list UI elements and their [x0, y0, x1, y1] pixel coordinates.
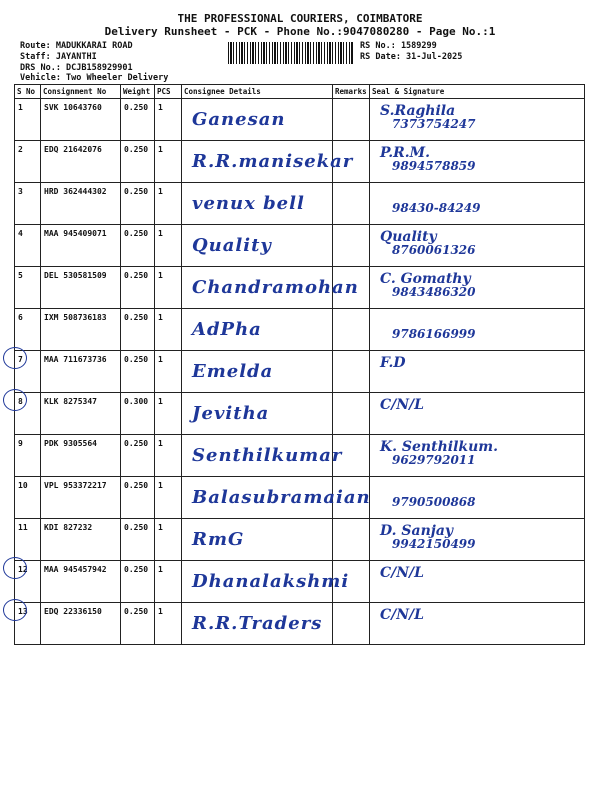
consignment-number: MAA 945457942: [41, 561, 121, 603]
weight-value: 0.250: [121, 267, 155, 309]
weight-value: 0.250: [121, 477, 155, 519]
consignment-number: MAA 945409071: [41, 225, 121, 267]
column-header: Weight: [121, 85, 155, 99]
signature-handwriting: [380, 525, 476, 551]
signature-text: P.R.M.: [380, 145, 430, 161]
signature-text: K. Senthilkum.: [380, 439, 498, 455]
signature-handwriting: [380, 441, 498, 467]
phone-handwriting: 9790500868: [392, 495, 476, 509]
column-header: Consignee Details: [182, 85, 333, 99]
barcode-image: [228, 42, 354, 64]
signature-text: C/N/L: [380, 565, 425, 581]
serial-number: 11: [18, 523, 28, 532]
serial-cell: [15, 225, 41, 267]
remarks-cell: [333, 603, 370, 645]
rs-number: RS No.: 1589299: [360, 41, 437, 51]
seal-signature-cell: [370, 183, 585, 225]
serial-cell: [15, 309, 41, 351]
signature-text: S.Raghila: [380, 103, 456, 119]
consignee-handwriting: Senthilkumar: [192, 445, 343, 466]
serial-number: 8: [18, 397, 23, 406]
circle-mark: [3, 599, 27, 621]
serial-cell: [15, 603, 41, 645]
consignee-cell: [182, 309, 333, 351]
pieces-count: 1: [155, 561, 182, 603]
serial-number: 10: [18, 481, 28, 490]
drs-label: DRS No.: DCJB158929901: [20, 63, 133, 73]
staff-label: Staff: JAYANTHI: [20, 52, 97, 62]
serial-cell: [15, 183, 41, 225]
serial-number: 2: [18, 145, 23, 154]
serial-number: 9: [18, 439, 23, 448]
phone-handwriting: 9786166999: [392, 327, 476, 341]
consignment-number: SVK 10643760: [41, 99, 121, 141]
vehicle-label: Vehicle: Two Wheeler Delivery: [20, 73, 169, 83]
route-label: Route: MADUKKARAI ROAD: [20, 41, 133, 51]
serial-number: 6: [18, 313, 23, 322]
weight-value: 0.250: [121, 183, 155, 225]
remarks-cell: [333, 225, 370, 267]
serial-cell: [15, 141, 41, 183]
phone-handwriting: 8760061326: [392, 243, 476, 257]
runsheet-subtitle: Delivery Runsheet - PCK - Phone No.:9047080280 - Page No.:1: [104, 25, 496, 38]
pieces-count: 1: [155, 141, 182, 183]
consignee-handwriting: Jevitha: [192, 403, 270, 424]
seal-signature-cell: [370, 435, 585, 477]
signature-handwriting: [380, 357, 406, 383]
signature-handwriting: [380, 483, 476, 509]
pieces-count: 1: [155, 225, 182, 267]
runsheet-table: [14, 84, 585, 645]
signature-handwriting: [380, 147, 476, 173]
serial-cell: [15, 267, 41, 309]
consignment-number: KLK 8275347: [41, 393, 121, 435]
pieces-count: 1: [155, 183, 182, 225]
consignee-cell: [182, 435, 343, 477]
seal-signature-cell: [370, 141, 585, 183]
column-header: Seal & Signature: [370, 85, 585, 99]
serial-cell: [15, 435, 41, 477]
consignment-number: MAA 711673736: [41, 351, 121, 393]
signature-handwriting: [380, 315, 476, 341]
consignee-handwriting: Chandramohan: [192, 277, 359, 298]
phone-handwriting: 9894578859: [392, 159, 476, 173]
serial-number: 5: [18, 271, 23, 280]
phone-handwriting: 9843486320: [392, 285, 476, 299]
consignee-handwriting: Dhanalakshmi: [192, 571, 350, 592]
signature-handwriting: [380, 567, 424, 593]
serial-number: 1: [18, 103, 23, 112]
seal-signature-cell: [370, 309, 585, 351]
seal-signature-cell: [370, 603, 585, 645]
table-row: [15, 267, 585, 309]
consignee-cell: [182, 561, 350, 603]
serial-number: 13: [18, 607, 28, 616]
consignee-cell: [182, 351, 333, 393]
pieces-count: 1: [155, 603, 182, 645]
weight-value: 0.250: [121, 603, 155, 645]
weight-value: 0.250: [121, 99, 155, 141]
weight-value: 0.300: [121, 393, 155, 435]
table-row: [15, 351, 585, 393]
signature-text: C. Gomathy: [380, 271, 471, 287]
signature-text: C/N/L: [380, 607, 425, 623]
consignment-number: VPL 953372217: [41, 477, 121, 519]
column-header: S No: [15, 85, 41, 99]
table-row: [15, 393, 585, 435]
circle-mark: [3, 389, 27, 411]
consignee-handwriting: RmG: [192, 529, 245, 550]
serial-cell: [15, 99, 41, 141]
table-row: [15, 141, 585, 183]
remarks-cell: [333, 351, 370, 393]
seal-signature-cell: [370, 225, 585, 267]
remarks-cell: [333, 309, 370, 351]
consignee-handwriting: Quality: [192, 235, 272, 256]
consignee-handwriting: R.R.manisekar: [192, 151, 354, 172]
serial-cell: [15, 477, 41, 519]
consignment-number: IXM 508736183: [41, 309, 121, 351]
consignment-number: EDQ 21642076: [41, 141, 121, 183]
phone-handwriting: 98430-84249: [392, 201, 481, 215]
seal-signature-cell: [370, 267, 585, 309]
serial-cell: [15, 561, 41, 603]
column-header: Remarks: [333, 85, 370, 99]
pieces-count: 1: [155, 393, 182, 435]
serial-cell: [15, 351, 41, 393]
signature-handwriting: [380, 231, 476, 257]
table-header-row: [15, 85, 585, 99]
signature-text: C/N/L: [380, 397, 425, 413]
consignee-cell: [182, 99, 333, 141]
consignment-number: HRD 362444302: [41, 183, 121, 225]
seal-signature-cell: [370, 477, 585, 519]
consignee-cell: [182, 519, 333, 561]
consignee-cell: [182, 267, 359, 309]
pieces-count: 1: [155, 477, 182, 519]
consignment-number: DEL 530581509: [41, 267, 121, 309]
pieces-count: 1: [155, 267, 182, 309]
serial-cell: [15, 519, 41, 561]
table-row: [15, 435, 585, 477]
weight-value: 0.250: [121, 435, 155, 477]
consignment-number: KDI 827232: [41, 519, 121, 561]
pieces-count: 1: [155, 309, 182, 351]
table-row: [15, 477, 585, 519]
remarks-cell: [333, 183, 370, 225]
weight-value: 0.250: [121, 519, 155, 561]
consignee-handwriting: Ganesan: [192, 109, 286, 130]
signature-text: Quality: [380, 229, 437, 245]
remarks-cell: [333, 519, 370, 561]
remarks-cell: [333, 393, 370, 435]
signature-handwriting: [380, 609, 424, 635]
weight-value: 0.250: [121, 309, 155, 351]
remarks-cell: [333, 99, 370, 141]
table-row: [15, 225, 585, 267]
consignee-cell: [182, 393, 333, 435]
table-row: [15, 309, 585, 351]
column-header: Consignment No: [41, 85, 121, 99]
consignee-handwriting: AdPha: [192, 319, 262, 340]
consignment-number: EDQ 22336150: [41, 603, 121, 645]
consignee-cell: [182, 603, 333, 645]
signature-handwriting: [380, 273, 476, 299]
circle-mark: [3, 557, 27, 579]
serial-number: 4: [18, 229, 23, 238]
serial-number: 7: [18, 355, 23, 364]
consignee-cell: [182, 225, 333, 267]
column-header: PCS: [155, 85, 182, 99]
signature-handwriting: [380, 399, 424, 425]
serial-number: 3: [18, 187, 23, 196]
signature-text: D. Sanjay: [380, 523, 454, 539]
weight-value: 0.250: [121, 561, 155, 603]
table-row: [15, 99, 585, 141]
signature-handwriting: [380, 189, 480, 215]
serial-cell: [15, 393, 41, 435]
phone-handwriting: 7373754247: [392, 117, 476, 131]
seal-signature-cell: [370, 393, 585, 435]
signature-text: F.D: [380, 355, 406, 371]
consignee-cell: [182, 183, 333, 225]
phone-handwriting: 9629792011: [392, 453, 476, 467]
table-row: [15, 183, 585, 225]
table-row: [15, 561, 585, 603]
signature-handwriting: [380, 105, 476, 131]
consignee-handwriting: Emelda: [192, 361, 274, 382]
consignee-handwriting: Balasubramaian: [192, 487, 371, 508]
pieces-count: 1: [155, 99, 182, 141]
circle-mark: [3, 347, 27, 369]
pieces-count: 1: [155, 351, 182, 393]
seal-signature-cell: [370, 351, 585, 393]
consignment-number: PDK 9305564: [41, 435, 121, 477]
seal-signature-cell: [370, 519, 585, 561]
pieces-count: 1: [155, 435, 182, 477]
weight-value: 0.250: [121, 225, 155, 267]
serial-number: 12: [18, 565, 28, 574]
table-row: [15, 519, 585, 561]
table-row: [15, 603, 585, 645]
rs-date: RS Date: 31-Jul-2025: [360, 52, 463, 62]
weight-value: 0.250: [121, 141, 155, 183]
company-title: THE PROFESSIONAL COURIERS, COIMBATORE: [177, 12, 423, 25]
consignee-cell: [182, 141, 354, 183]
consignee-handwriting: R.R.Traders: [192, 613, 323, 634]
consignee-handwriting: venux bell: [192, 193, 305, 214]
seal-signature-cell: [370, 561, 585, 603]
pieces-count: 1: [155, 519, 182, 561]
consignee-cell: [182, 477, 371, 519]
phone-handwriting: 9942150499: [392, 537, 476, 551]
weight-value: 0.250: [121, 351, 155, 393]
seal-signature-cell: [370, 99, 585, 141]
